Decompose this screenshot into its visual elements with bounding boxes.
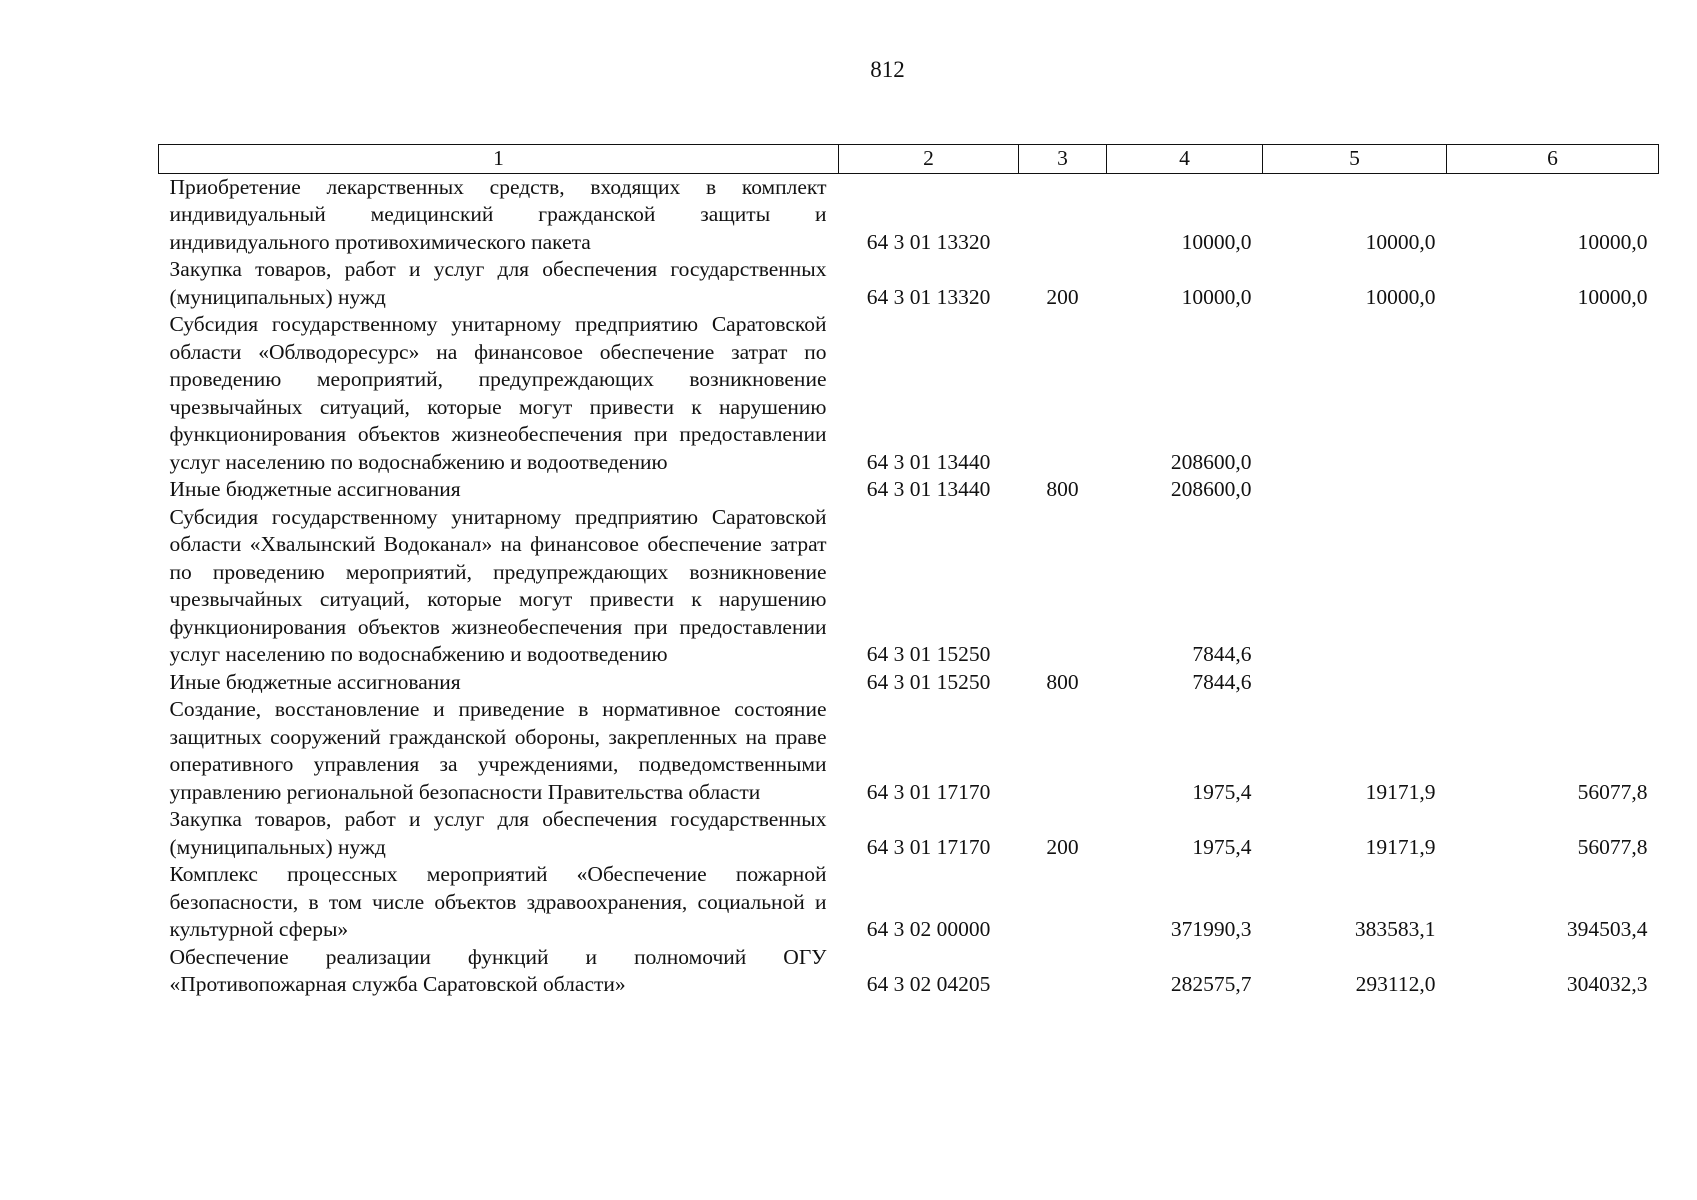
row-code: 64 3 01 13320 <box>866 229 991 254</box>
row-code: 64 3 01 15250 <box>866 642 991 666</box>
column-header-1: 1 <box>159 145 839 174</box>
table-row <box>159 256 1659 311</box>
row-name: Приобретение лекарственных средств, входящих в комплект индивидуальный медицинский гражданской защиты и индивидуального противохимического пакета <box>169 174 827 254</box>
row-value-col4: 371990,3 <box>1170 917 1252 941</box>
row-value-col4: 1975,4 <box>1192 834 1252 859</box>
table-body <box>159 173 1659 999</box>
table-row <box>159 669 1659 697</box>
table-row <box>159 696 1659 806</box>
row-value-col5 <box>1263 504 1447 669</box>
row-expense-type <box>1019 861 1107 944</box>
row-code: 64 3 01 17170 <box>866 834 991 859</box>
row-expense-type <box>1019 504 1107 669</box>
column-header-4: 4 <box>1107 145 1263 174</box>
row-name: Иные бюджетные ассигнования <box>169 669 461 694</box>
row-expense-type <box>1019 944 1107 999</box>
row-name: Субсидия государственному унитарному предприятию Саратовской области «Облводоресурс» на финансовое обеспечение затрат по проведению мероприятий, предупреждающих возникновение чрезвычайных ситуаций, которые могут привести к нарушению функционирования объектов жизнеобеспечения при предоставлении услуг населению по водоснабжению и водоотведению <box>169 312 827 474</box>
table-row <box>159 806 1659 861</box>
row-name: Закупка товаров, работ и услуг для обеспечения государственных (муниципальных) нужд <box>169 807 827 859</box>
header-row <box>159 145 1659 174</box>
row-value-col4: 282575,7 <box>1170 972 1252 996</box>
row-value-col4: 10000,0 <box>1181 229 1252 254</box>
table-row <box>159 861 1659 944</box>
table-row <box>159 944 1659 999</box>
row-expense-type <box>1019 311 1107 476</box>
row-name: Иные бюджетные ассигнования <box>169 477 461 501</box>
row-value-col6: 304032,3 <box>1566 972 1648 996</box>
row-name: Создание, восстановление и приведение в нормативное состояние защитных сооружений гражданской обороны, закрепленных на праве оперативного управления за учреждениями, подведомственными управлению региональной безопасности Правительства области <box>169 697 827 804</box>
row-value-col5 <box>1263 311 1447 476</box>
column-header-2: 2 <box>839 145 1019 174</box>
row-value-col4: 208600,0 <box>1170 449 1252 474</box>
row-code: 64 3 02 00000 <box>866 917 991 941</box>
row-value-col5: 19171,9 <box>1365 779 1436 804</box>
row-expense-type: 800 <box>1046 477 1079 501</box>
row-value-col4: 208600,0 <box>1170 477 1252 501</box>
row-expense-type: 800 <box>1046 669 1079 694</box>
row-value-col6: 10000,0 <box>1577 284 1648 309</box>
row-value-col4: 10000,0 <box>1181 284 1252 309</box>
row-code: 64 3 01 15250 <box>866 669 991 694</box>
row-value-col5 <box>1263 476 1447 504</box>
row-name: Обеспечение реализации функций и полномочий ОГУ «Противопожарная служба Саратовской области» <box>169 944 827 996</box>
column-header-3: 3 <box>1019 145 1107 174</box>
table-row <box>159 476 1659 504</box>
column-header-5: 5 <box>1263 145 1447 174</box>
row-value-col5: 293112,0 <box>1355 972 1436 996</box>
row-value-col6 <box>1447 504 1659 669</box>
row-name: Комплекс процессных мероприятий «Обеспечение пожарной безопасности, в том числе объектов здравоохранения, социальной и культурной сферы» <box>169 862 827 941</box>
row-expense-type: 200 <box>1046 834 1079 859</box>
table-header <box>159 145 1659 174</box>
row-value-col5: 10000,0 <box>1365 229 1436 254</box>
table-row <box>159 173 1659 256</box>
table-row <box>159 311 1659 476</box>
row-value-col6: 56077,8 <box>1577 779 1648 804</box>
budget-table <box>158 144 1659 999</box>
row-code: 64 3 01 17170 <box>866 779 991 804</box>
row-name: Закупка товаров, работ и услуг для обеспечения государственных (муниципальных) нужд <box>169 257 827 309</box>
table-row <box>159 504 1659 669</box>
column-header-6: 6 <box>1447 145 1659 174</box>
row-expense-type <box>1019 696 1107 806</box>
row-value-col6 <box>1447 311 1659 476</box>
row-value-col6 <box>1447 476 1659 504</box>
row-value-col6: 394503,4 <box>1566 917 1648 941</box>
row-name: Субсидия государственному унитарному предприятию Саратовской области «Хвалынский Водоканал» на финансовое обеспечение затрат по проведению мероприятий, предупреждающих возникновение чрезвычайных ситуаций, которые могут привести к нарушению функционирования объектов жизнеобеспечения при предоставлении услуг населению по водоснабжению и водоотведению <box>169 504 827 666</box>
row-value-col5 <box>1263 669 1447 697</box>
row-code: 64 3 01 13320 <box>866 284 991 309</box>
row-value-col6: 56077,8 <box>1577 834 1648 859</box>
row-value-col5: 383583,1 <box>1354 917 1436 941</box>
row-code: 64 3 01 13440 <box>866 477 991 501</box>
row-value-col4: 1975,4 <box>1192 779 1252 804</box>
page-number: 812 <box>870 57 905 82</box>
row-value-col6 <box>1447 669 1659 697</box>
row-value-col4: 7844,6 <box>1192 642 1252 666</box>
row-value-col4: 7844,6 <box>1192 669 1252 694</box>
row-expense-type: 200 <box>1046 284 1079 309</box>
row-value-col5: 10000,0 <box>1365 284 1436 309</box>
row-expense-type <box>1019 173 1107 256</box>
row-code: 64 3 01 13440 <box>866 449 991 474</box>
row-code: 64 3 02 04205 <box>866 972 991 996</box>
row-value-col6: 10000,0 <box>1577 229 1648 254</box>
row-value-col5: 19171,9 <box>1365 834 1436 859</box>
